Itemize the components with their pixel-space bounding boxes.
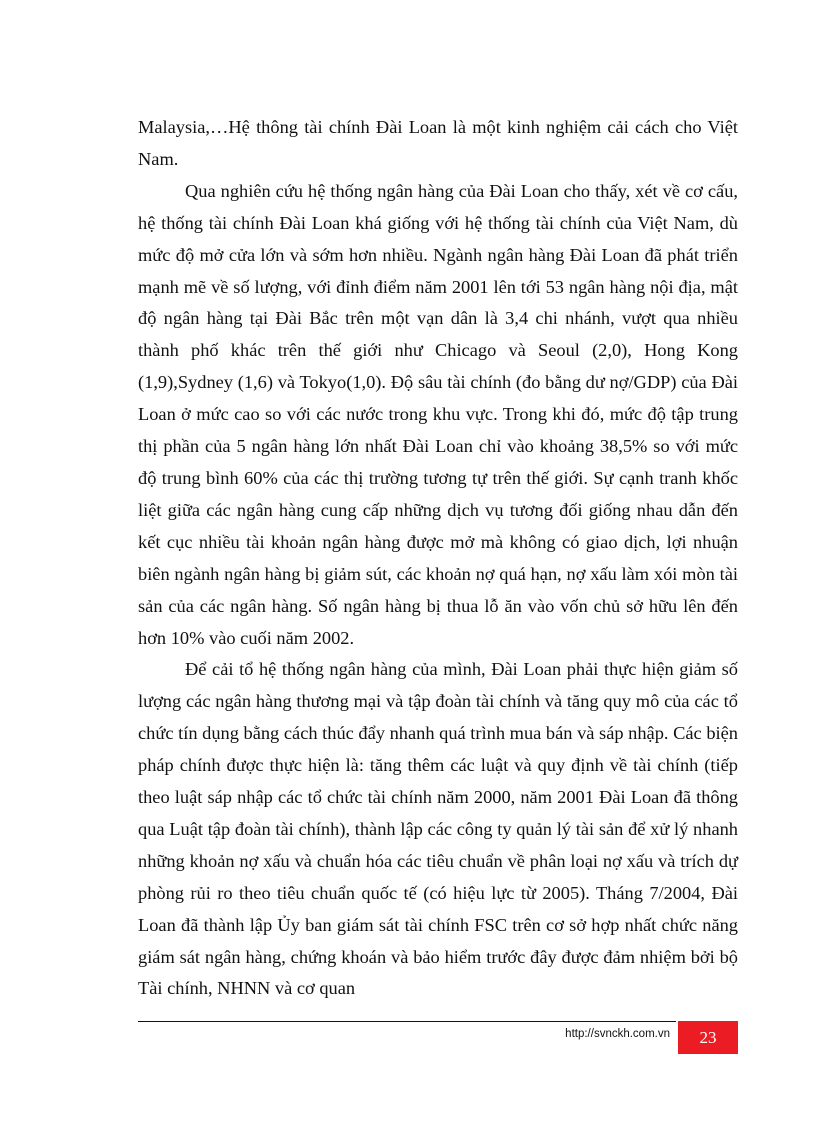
paragraph-banking-system: Qua nghiên cứu hệ thống ngân hàng của Đài Loan cho thấy, xét về cơ cấu, hệ thống tài chính Đài Loan khá giống với hệ thống tài chính của Việt Nam, dù mức độ mở cửa lớn và sớm hơn nhiều. Ngành ngân hàng Đài Loan đã phát triển mạnh mẽ về số lượng, với đỉnh điểm năm 2001 lên tới 53 ngân hàng nội địa, mật độ ngân hàng tại Đài Bắc trên một vạn dân là 3,4 chi nhánh, vượt qua nhiều thành phố khác trên thế giới như Chicago và Seoul (2,0), Hong Kong (1,9),Sydney (1,6) và Tokyo(1,0). Độ sâu tài chính (đo bằng dư nợ/GDP) của Đài Loan ở mức cao so với các nước trong khu vực. Trong khi đó, mức độ tập trung thị phần của 5 ngân hàng lớn nhất Đài Loan chỉ vào khoảng 38,5% so với mức độ trung bình 60% của các thị trường tương tự trên thế giới. Sự cạnh tranh khốc liệt giữa các ngân hàng cung cấp những dịch vụ tương đối giống nhau dẫn đến kết cục nhiều tài khoản ngân hàng được mở mà không có giao dịch, lợi nhuận biên ngành ngân hàng bị giảm sút, các khoản nợ quá hạn, nợ xấu làm xói mòn tài sản của các ngân hàng. Số ngân hàng bị thua lỗ ăn vào vốn chủ sở hữu lên đến hơn 10% vào cuối năm 2002.	[138, 180, 738, 648]
paragraph-continuation: Malaysia,…Hệ thông tài chính Đài Loan là một kinh nghiệm cải cách cho Việt Nam.	[138, 117, 738, 169]
page-number: 23	[699, 1027, 717, 1047]
page-number-badge	[678, 1021, 738, 1054]
footer-divider	[138, 1021, 676, 1022]
paragraph-reform: Để cải tổ hệ thống ngân hàng của mình, Đài Loan phải thực hiện giảm số lượng các ngân hàng thương mại và tập đoàn tài chính và tăng quy mô của các tổ chức tín dụng bằng cách thúc đẩy nhanh quá trình mua bán và sáp nhập. Các biện pháp chính được thực hiện là: tăng thêm các luật và quy định về tài chính (tiếp theo luật sáp nhập các tổ chức tài chính năm 2000, năm 2001 Đài Loan đã thông qua Luật tập đoàn tài chính), thành lập các công ty quản lý tài sản để xử lý nhanh những khoản nợ xấu và chuẩn hóa các tiêu chuẩn về phân loại nợ xấu và trích dự phòng rủi ro theo tiêu chuẩn quốc tế (có hiệu lực từ 2005). Tháng 7/2004, Đài Loan đã thành lập Ủy ban giám sát tài chính FSC trên cơ sở hợp nhất chức năng giám sát ngân hàng, chứng khoán và bảo hiểm trước đây được đảm nhiệm bởi bộ Tài chính, NHNN và cơ quan	[138, 659, 738, 999]
page-body	[138, 112, 738, 1005]
footer-url: http://svnckh.com.vn	[565, 1028, 670, 1040]
